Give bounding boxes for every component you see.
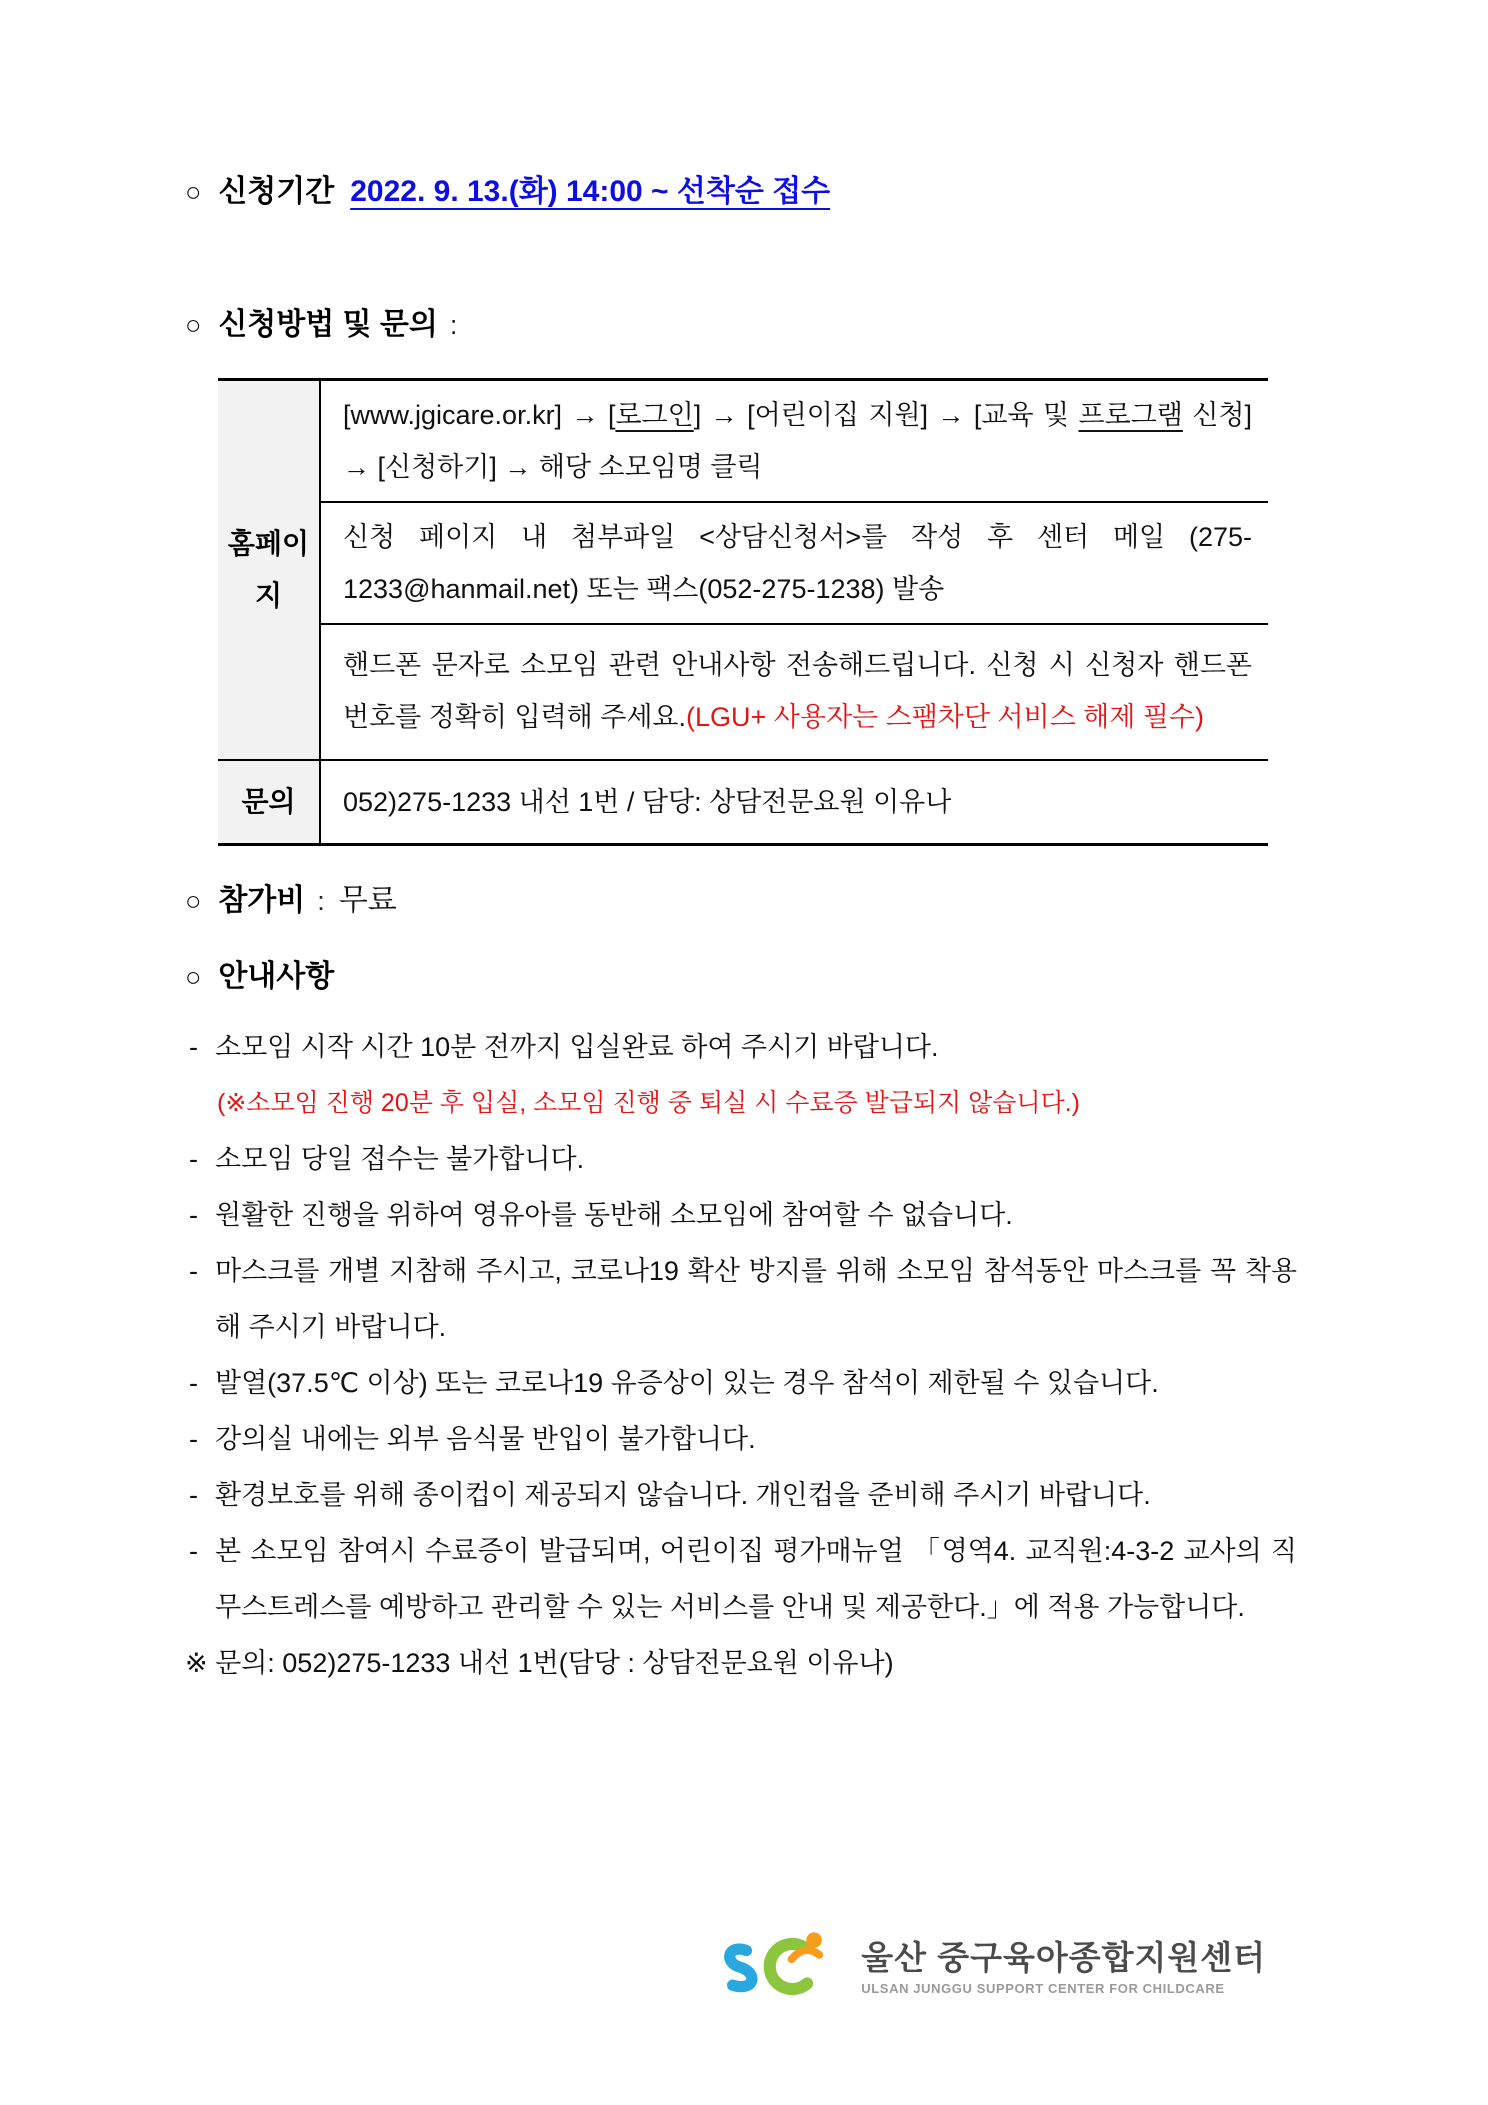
list-item-body <box>215 1019 1297 1131</box>
info-table <box>218 378 1268 846</box>
table-label-inquiry: 문의 <box>218 759 321 843</box>
document-content <box>185 170 1297 1691</box>
table-row-inquiry: 052)275-1233 내선 1번 / 담당: 상담전문요원 이유나 <box>321 759 1268 843</box>
section-notice <box>185 955 1297 999</box>
list-item-body <box>215 1243 1297 1355</box>
list-item-body <box>215 1467 1297 1523</box>
notice-list <box>185 1019 1297 1691</box>
table-row-site-path <box>321 381 1268 503</box>
path-underlined-program: 프로그램 <box>1078 400 1183 430</box>
sms-warning-red: (LGU+ 사용자는 스팸차단 서비스 해제 필수) <box>686 702 1205 732</box>
list-item <box>185 1243 1297 1355</box>
fee-value: 무료 <box>338 884 397 917</box>
dash-bullet: - <box>189 1536 198 1566</box>
list-item <box>185 1019 1297 1131</box>
list-item-red-note: (※소모임 진행 20분 후 입실, 소모임 진행 중 퇴실 시 수료증 발급되지 않습니다.) <box>217 1089 1080 1117</box>
apply-method-colon: : <box>449 310 458 340</box>
center-logo <box>713 1928 1266 2006</box>
dash-bullet: - <box>189 1200 198 1230</box>
list-item-text: 환경보호를 위해 종이컵이 제공되지 않습니다. 개인컵을 준비해 주시기 바랍니다. <box>215 1480 1151 1510</box>
apply-period-value-link[interactable]: 2022. 9. 13.(화) 14:00 ~ 선착순 접수 <box>350 175 831 208</box>
list-item <box>185 1355 1297 1411</box>
sms-text: 핸드폰 문자로 소모임 관련 안내사항 전송해드립니다. 신청 시 신청자 핸드폰 번호를 정확히 입력해 주세요. <box>343 650 1252 732</box>
apply-method-label: 신청방법 및 문의 <box>218 308 438 341</box>
section-fee <box>185 879 1297 923</box>
list-item <box>185 1411 1297 1467</box>
list-item-text: 원활한 진행을 위하여 영유아를 동반해 소모임에 참여할 수 없습니다. <box>215 1200 1013 1230</box>
list-item <box>185 1187 1297 1243</box>
list-item-text: 발열(37.5℃ 이상) 또는 코로나19 유증상이 있는 경우 참석이 제한될 수 있습니다. <box>215 1368 1159 1398</box>
logo-name-ko: 울산 중구육아종합지원센터 <box>861 1938 1266 1976</box>
dash-bullet: - <box>189 1144 198 1174</box>
circle-bullet-icon: ○ <box>185 962 202 992</box>
list-item-body <box>215 1523 1297 1635</box>
apply-period-label: 신청기간 <box>218 175 335 208</box>
fee-label: 참가비 <box>218 884 306 917</box>
list-item-body <box>215 1355 1297 1411</box>
dash-bullet: - <box>189 1256 198 1286</box>
dash-bullet: - <box>189 1480 198 1510</box>
fee-colon: : <box>317 886 325 916</box>
list-item-text: 소모임 시작 시간 10분 전까지 입실완료 하여 주시기 바랍니다. <box>215 1032 939 1062</box>
logo-text <box>861 1939 1266 1996</box>
logo-mark-icon <box>713 1928 851 2006</box>
table-label-homepage: 홈페이지 <box>218 381 321 759</box>
logo-name-en: ULSAN JUNGGU SUPPORT CENTER FOR CHILDCARE <box>861 1980 1225 1996</box>
path-underlined-login: 로그인 <box>615 400 694 430</box>
list-item <box>185 1131 1297 1187</box>
list-item-text: 소모임 당일 접수는 불가합니다. <box>215 1144 585 1174</box>
footer-inquiry-note: ※ 문의: 052)275-1233 내선 1번(담당 : 상담전문요원 이유나) <box>185 1648 894 1678</box>
section-apply-method <box>185 303 1297 347</box>
list-item-text: 강의실 내에는 외부 음식물 반입이 불가합니다. <box>215 1424 756 1454</box>
table-row-attachment: 신청 페이지 내 첨부파일 <상담신청서>를 작성 후 센터 메일 (275-1233@hanmail.net) 또는 팩스(052-275-1238) 발송 <box>321 503 1268 625</box>
path-seg2: ] → [어린이집 지원] → [교육 및 <box>693 400 1079 430</box>
list-item <box>185 1467 1297 1523</box>
path-seg3: 신청] → [신청하기] → 해당 소모임명 클릭 <box>343 400 1252 482</box>
section-apply-period <box>185 170 1297 214</box>
list-item-body <box>215 1411 1297 1467</box>
table-row-sms <box>321 625 1268 759</box>
circle-bullet-icon: ○ <box>185 886 202 916</box>
list-item-text: 본 소모임 참여시 수료증이 발급되며, 어린이집 평가매뉴얼 「영역4. 교직원:4-3-2 교사의 직무스트레스를 예방하고 관리할 수 있는 서비스를 안내 및 제공한다.」에 적용 가능합니다. <box>215 1536 1297 1622</box>
list-item-body <box>215 1131 1297 1187</box>
dash-bullet: - <box>189 1032 198 1062</box>
dash-bullet: - <box>189 1368 198 1398</box>
circle-bullet-icon: ○ <box>185 177 202 207</box>
list-item-body <box>215 1187 1297 1243</box>
dash-bullet: - <box>189 1424 198 1454</box>
list-item-text: 마스크를 개별 지참해 주시고, 코로나19 확산 방지를 위해 소모임 참석동안 마스크를 꼭 착용해 주시기 바랍니다. <box>215 1256 1297 1342</box>
circle-bullet-icon: ○ <box>185 310 202 340</box>
notice-label: 안내사항 <box>218 960 335 993</box>
list-item <box>185 1523 1297 1635</box>
path-seg1: [www.jgicare.or.kr] → [ <box>343 400 616 430</box>
